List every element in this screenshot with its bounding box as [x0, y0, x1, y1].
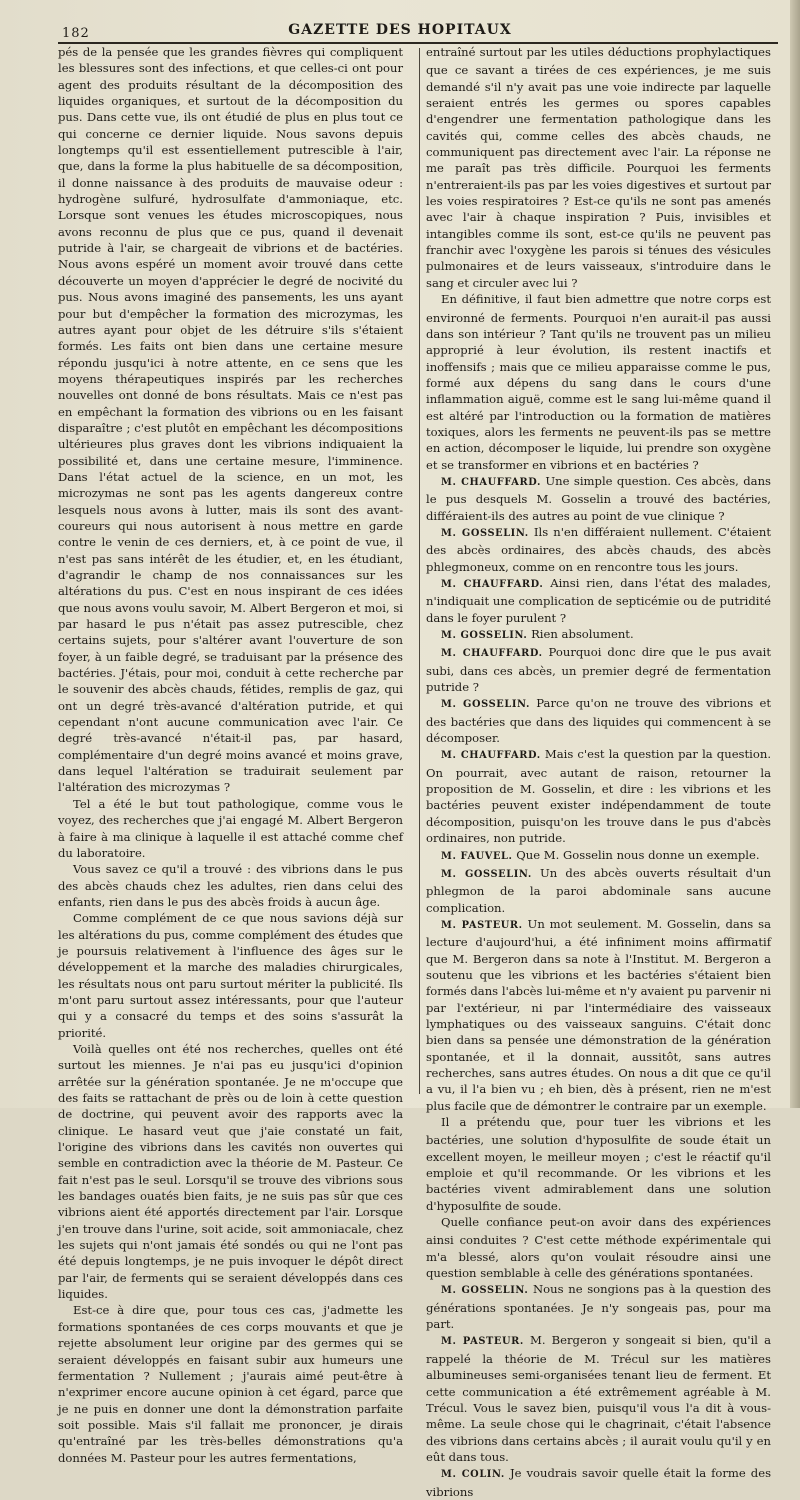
paragraph: [426, 473, 771, 524]
page-number: 182: [62, 26, 90, 41]
paragraph-text: Un mot seulement. M. Gosselin, dans sa lecture d'aujourd'hui, a été infiniment moins affirmatif que M. Bergeron dans sa note à l'Institut. M. Bergeron a soutenu que les vibrions et les bactéries s'étaient bien formés dans l'abcès lui-même et n'y avaient pu parvenir ni par l'extérieur, ni par l'intermédiaire des vaisseaux lymphatiques ou des vaisseaux sanguins. C'était donc bien dans sa pensée une démonstration de la génération spontanée, et il la donnait, aussitôt, sans autres recherches, sans autres études. On nous a dit que ce qu'il a vu, il l'a bien vu ; eh bien, dès à présent, rien ne m'est plus facile que de démontrer le contraire par un exemple.: [426, 916, 771, 1113]
paragraph: [426, 524, 771, 575]
paragraph-text: Nous ne songions pas à la question des générations spontanées. Je n'y songeais pas, pour ma part.: [426, 1282, 771, 1332]
paragraph-text: Que M. Gosselin nous donne un exemple.: [516, 847, 760, 862]
speaker-name: M. GOSSELIN.: [441, 630, 528, 642]
paragraph-text: Je voudrais savoir quelle était la forme des vibrions: [426, 1466, 772, 1499]
paragraph: [426, 1465, 771, 1500]
paragraph-text: Ils n'en différaient nullement. C'étaient des abcès ordinaires, des abcès chauds, des abcès phlegmoneux, comme on en rencontre tous les jours.: [426, 524, 771, 574]
speaker-name: M. GOSSELIN.: [441, 868, 532, 880]
speaker-name: M. CHAUFFARD.: [441, 476, 541, 488]
right-column: [426, 44, 771, 1500]
paragraph: [426, 644, 771, 695]
paragraph-text: Rien absolument.: [531, 627, 634, 642]
paragraph: [426, 916, 771, 1114]
speaker-name: M. COLIN.: [441, 1469, 505, 1481]
speaker-name: M. CHAUFFARD.: [441, 750, 541, 762]
paragraph: [426, 44, 771, 291]
paragraph: [426, 626, 771, 644]
paragraph: Vous savez ce qu'il a trouvé : des vibrions dans le pus des abcès chauds chez les adultes, rien dans celui des enfants, rien dans le pus des abcès froids à aucun âge.: [58, 862, 403, 909]
paragraph: [426, 1281, 771, 1332]
paragraph-text: Un des abcès ouverts résultait d'un phlegmon de la paroi abdominale sans aucune complication.: [426, 865, 771, 915]
paragraph: [426, 1214, 771, 1281]
left-column: [58, 44, 403, 1466]
paragraph: Tel a été le but tout pathologique, comme vous le voyez, des recherches que j'ai engagé M. Albert Bergeron à faire à ma clinique à laquelle il est attaché comme chef du laboratoire.: [58, 796, 403, 860]
speaker-name: M. CHAUFFARD.: [441, 579, 544, 590]
speaker-name: M. GOSSELIN.: [441, 527, 529, 539]
paragraph-text: Une simple question. Ces abcès, dans le pus desquels M. Gosselin a trouvé des bactéries, différaient-ils des autres au point de vue clinique ?: [426, 473, 771, 523]
paragraph: pés de la pensée que les grandes fièvres qui compliquent les blessures sont des infections, et que celles-ci ont pour agent des produits résultant de la décomposition des liquides organiques, et surtout de la décomposition du pus. Dans cette vue, ils ont étudié de plus en plus tout ce qui concerne ce dernier liquide. Nous savons depuis longtemps qu'il est essentiellement putrescible à l'air, que, dans la forme la plus habituelle de sa décomposition, il donne naissance à des produits de mauvaise odeur : hydrogène sulfuré, hydrosulfate d'ammoniaque, etc. Lorsque sont venues les études microscopiques, nous avons reconnu de plus que ce pus, quand il devenait putride à l'air, se chargeait de vibrions et de bactéries. Nous avons espéré un moment avoir trouvé dans cette découverte un moyen d'apprécier le degré de nocivité du pus. Nous avons imaginé des pansements, les uns ayant pour but d'empêcher la formation des microzymas, les autres ayant pour objet de les détruire s'ils s'étaient formés. Les faits ont bien dans une certaine mesure répondu jusqu'ici à notre attente, en ce sens que les moyens thérapeutiques inspirés par les recherches nouvelles ont donné de bons résultats. Mais ce n'est pas en empêchant la formation des vibrions ou en les faisant disparaître ; c'est plutôt en empêchant les décompositions ultérieures plus graves dont les vibrions indiquaient la possibilité et, dans une certaine mesure, l'imminence. Dans l'état actuel de la science, en un mot, les microzymas ne sont pas les agents dangereux contre lesquels nous avons à lutter, mais ils sont des avant-coureurs qui nous autorisent à nous mettre en garde contre le venin de ces derniers, et, à ce point de vue, il n'est pas sans intérêt de les étudier, et, en les étudiant, d'agrandir le champ de nos connaissances sur les altérations du pus. C'est en nous inspirant de ces idées que nous avons voulu savoir, M. Albert Bergeron et moi, si par hasard le pus n'était pas assez putrescible, chez certains sujets, pour s'altérer avant l'ouverture de son foyer, à un faible degré, se traduisant par la présence des bactéries. J'étais, pour moi, conduit à cette recherche par le souvenir des abcès chauds, fétides, remplis de gaz, qui ont un degré très-avancé d'altération putride, et qui cependant n'ont aucune communication avec l'air. Ce degré très-avancé n'était-il pas, par hasard, complémentaire d'un degré moins avancé et moins grave, dans lequel l'altération se traduirait seulement par l'altération des microzymas ?: [58, 45, 403, 795]
paragraph-text: En définitive, il faut bien admettre que notre corps est environné de ferments. Pourquoi n'en aurait-il pas aussi dans son intérieur ? Tant qu'ils ne trouvent pas un milieu approprié à leur évolution, ils restent inactifs et inoffensifs ; mais que ce milieu apparaisse comme le pus, formé aux dépens du sang dans le cours d'une inflammation aiguë, comme est le sang lui-même quand il est altéré par l'introduction ou la formation de matières toxiques, alors les ferments ne peuvent-ils pas se mettre en action, décomposer le liquide, lui prendre son oxygène et se transformer en vibrions et en bactéries ?: [426, 292, 771, 472]
paragraph: [426, 695, 771, 746]
paragraph-text: Mais c'est la question par la question. On pourrait, avec autant de raison, retourner la proposition de M. Gosselin, et dire : les vibrions et les bactéries peuvent exister indépendamment de toute décomposition, puisqu'on les trouve dans le pus d'abcès ordinaires, non putride.: [426, 747, 772, 846]
paragraph: Est-ce à dire que, pour tous ces cas, j'admette les formations spontanées de ces corps mouvants et que je rejette absolument leur origine par des germes qui se seraient développés en faisant subir aux humeurs une fermentation ? Nullement ; j'aurais aimé peut-être à n'exprimer encore aucune opinion à cet égard, parce que je ne puis en donner une dont la démonstration parfaite soit possible. Mais s'il fallait me prononcer, je dirais qu'entraîné par les très-belles démonstrations qu'a données M. Pasteur pour les autres fermentations,: [58, 1303, 403, 1465]
speaker-name: M. PASTEUR.: [441, 1336, 524, 1348]
page-edge: [790, 0, 800, 1108]
paragraph: Voilà quelles ont été nos recherches, quelles ont été surtout les miennes. Je n'ai pas eu jusqu'ici d'opinion arrêtée sur la génération spontanée. Je ne m'occupe que des faits se rattachant de près ou de loin à cette question de doctrine, qui peuvent avoir des rapports avec la clinique. Le hasard veut que j'aie constaté un fait, l'origine des vibrions dans les cavités non ouvertes qui semble en contradiction avec la théorie de M. Pasteur. Ce fait n'est pas le seul. Lorsqu'il se trouve des vibrions sous les bandages ouatés bien faits, je ne suis pas sûr que ces vibrions aient été apportés directement par l'air. Lorsque j'en trouve dans l'urine, soit acide, soit ammoniacale, chez les sujets qui n'ont jamais été sondés ou qui ne l'ont pas été depuis longtemps, je ne puis invoquer le dépôt direct par l'air, de ferments qui se seraient développés dans ces liquides.: [58, 1041, 403, 1302]
paragraph: [426, 847, 771, 865]
running-head-title: GAZETTE DES HOPITAUX: [288, 22, 512, 38]
paragraph: [426, 291, 771, 473]
speaker-name: M. FAUVEL.: [441, 850, 513, 862]
paragraph: [426, 1332, 771, 1465]
paragraph-text: Ainsi rien, dans l'état des malades, n'indiquait une complication de septicémie ou de putridité dans le foyer purulent ?: [426, 576, 772, 625]
speaker-name: M. GOSSELIN.: [441, 699, 530, 711]
paragraph-text: Il a prétendu que, pour tuer les vibrions et les bactéries, une solution d'hyposulfite de soude était un excellent moyen, le meilleur moyen ; c'est le réactif qu'il emploie et qu'il recommande. Or les vibrions et les bactéries vivent admirablement dans une solution d'hyposulfite de soude.: [426, 1115, 771, 1213]
speaker-name: M. CHAUFFARD.: [441, 648, 543, 660]
paragraph: [426, 746, 771, 846]
speaker-name: M. PASTEUR.: [441, 919, 523, 931]
paragraph-text: Quelle confiance peut-on avoir dans des expériences ainsi conduites ? C'est cette méthode expérimentale qui m'a blessé, alors qu'on voulait résoudre ainsi une question semblable à celle des générations spontanées.: [426, 1215, 771, 1281]
paragraph-text: M. Bergeron y songeait si bien, qu'il a rappelé la théorie de M. Trécul sur les matières albumineuses semi-organisées tenant lieu de ferment. Et cette communication a été extrêmement agréable à M. Trécul. Vous le savez bien, puisqu'il vous l'a dit à vous-même. La seule chose qui le chagrinait, c'était l'absence des vibrions dans certains abcès ; il aurait voulu qu'il y en eût dans tous.: [426, 1333, 772, 1464]
paragraph-text: entraîné surtout par les utiles déductions prophylactiques que ce savant a tirées de ces expériences, je me suis demandé s'il n'y avait pas une voie indirecte par laquelle seraient entrés les germes ou spores capables d'engendrer une fermentation pathologique dans les cavités qui, comme celles des abcès chauds, ne communiquent pas directement avec l'air. La réponse ne me paraît pas très difficile. Pourquoi les ferments n'entreraient-ils pas par les voies digestives et surtout par les voies respiratoires ? Est-ce qu'ils ne sont pas amenés avec l'air à chaque inspiration ? Puis, invisibles et intangibles comme ils sont, est-ce qu'ils ne peuvent pas franchir avec l'oxygène les parois si ténues des vésicules pulmonaires et de leurs vaisseaux, s'introduire dans le sang et circuler avec lui ?: [426, 45, 771, 290]
paragraph: [426, 575, 771, 626]
speaker-name: M. GOSSELIN.: [441, 1285, 529, 1297]
paragraph-text: Pourquoi donc dire que le pus avait subi, dans ces abcès, un premier degré de fermentation putride ?: [426, 645, 771, 695]
column-divider: [419, 48, 420, 1094]
paragraph: [426, 1114, 771, 1214]
paragraph: [426, 865, 771, 916]
paragraph-text: Parce qu'on ne trouve des vibrions et des bactéries que dans des liquides qui commencent à se décomposer.: [426, 696, 771, 746]
paragraph: Comme complément de ce que nous savions déjà sur les altérations du pus, comme complément des études que je poursuis relativement à l'influence des âges sur le développement et la marche des maladies chirurgicales, les résultats nous ont paru surtout mériter la publicité. Ils m'ont paru surtout assez intéressants, pour que l'auteur qui y a consacré du temps et des soins s'assurât la priorité.: [58, 911, 403, 1040]
